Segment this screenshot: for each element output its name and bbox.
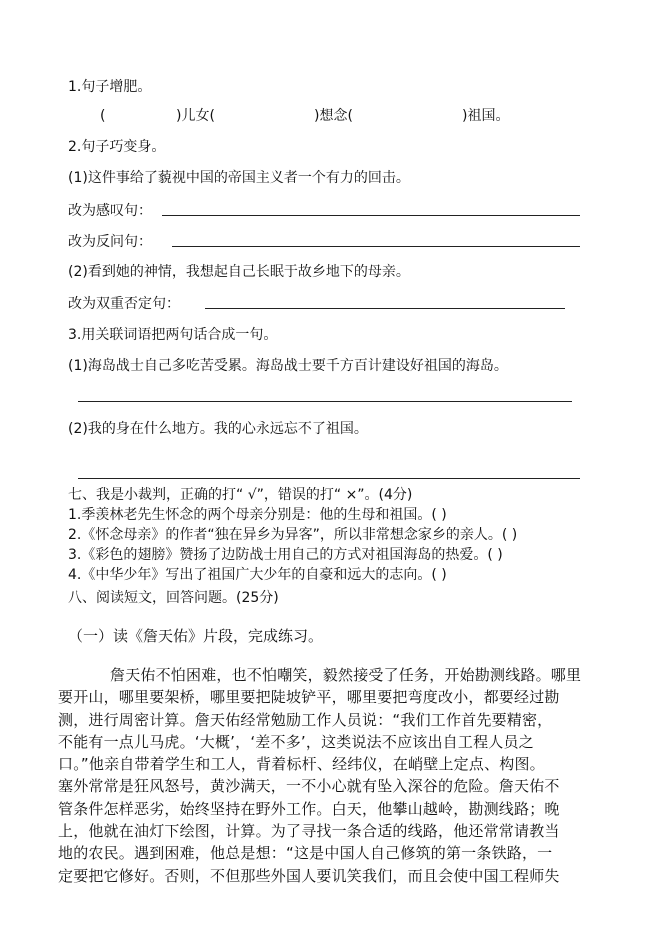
q2-exclaim-answer-line[interactable] <box>162 215 580 216</box>
passage-line: 定要把它修好。否则，不但那些外国人要讥笑我们，而且会使中国工程师失 <box>58 866 560 885</box>
q2-exclaim-label: 改为感叹句： <box>68 203 152 219</box>
passage-line: 地的农民。遇到困难，他总是想：“这是中国人自己修筑的第一条铁路，一 <box>58 844 553 863</box>
reading-passage <box>58 664 600 887</box>
passage-line: 管条件怎样恶劣，始终坚持在野外工作。白天，他攀山越岭，勘测线路；晚 <box>58 799 560 818</box>
sec8-subheading: （一）读《詹天佑》片段，完成练习。 <box>68 627 324 645</box>
q3-answer-line-2[interactable] <box>78 478 580 479</box>
q1-bracket-open: ( <box>100 108 106 124</box>
q3-answer-line-1[interactable] <box>78 401 572 402</box>
passage-line: 要开山，哪里要架桥，哪里要把陡坡铲平，哪里要把弯度改小，都要经过勘 <box>58 688 560 707</box>
passage-line: 詹天佑不怕困难，也不怕嘲笑，毅然接受了任务，开始勘测线路。哪里 <box>110 666 582 684</box>
q2-title: 2.句子巧变身。 <box>68 139 166 155</box>
passage-line: 测，进行周密计算。詹天佑经常勉励工作人员说：“我们工作首先要精密， <box>58 710 553 729</box>
q1-blank-1[interactable] <box>110 107 176 125</box>
passage-line: 上，他就在油灯下绘图，计算。为了寻找一条合适的线路，他还常常请教当 <box>58 822 560 841</box>
sec7-item-4: 4.《中华少年》写出了祖国广大少年的自豪和远大的志向。( ) <box>68 567 447 583</box>
q1-bracket-2: )儿女( <box>176 108 215 124</box>
q3-sentence-2: (2)我的身在什么地方。我的心永远忘不了祖国。 <box>68 421 368 437</box>
q2-double-neg-answer-line[interactable] <box>205 308 565 309</box>
sec7-item-2: 2.《怀念母亲》的作者“独在异乡为异客”，所以非常想念家乡的亲人。( ) <box>68 527 518 543</box>
q2-rhetorical-label: 改为反问句： <box>68 234 152 250</box>
q1-blank-2[interactable] <box>224 107 314 125</box>
q2-sentence-1: (1)这件事给了藐视中国的帝国主义者一个有力的回击。 <box>68 170 410 186</box>
q1-blank-3[interactable] <box>362 107 462 125</box>
sec7-item-3: 3.《彩色的翅膀》赞扬了边防战士用自己的方式对祖国海岛的热爱。( ) <box>68 547 503 563</box>
q1-bracket-3: )想念( <box>314 108 353 124</box>
q3-title: 3.用关联词语把两句话合成一句。 <box>68 327 278 343</box>
q1-bracket-4: )祖国。 <box>462 108 510 124</box>
sec8-heading: 八、阅读短文，回答问题。(25分) <box>68 590 279 606</box>
q2-double-neg-label: 改为双重否定句： <box>68 296 180 312</box>
sec7-heading: 七、我是小裁判，正确的打“ √”，错误的打“ ×”。(4分) <box>68 487 413 503</box>
passage-line: 不能有一点儿马虎。‘大概’，‘差不多’，这类说法不应该出自工程人员之 <box>58 732 534 751</box>
passage-line: 口。”他亲自带着学生和工人，背着标杆、经纬仪，在峭壁上定点、构图。 <box>58 755 545 774</box>
q2-rhetorical-answer-line[interactable] <box>172 246 580 247</box>
q1-title: 1.句子增肥。 <box>68 79 152 95</box>
passage-line: 塞外常常是狂风怒号，黄沙满天，一不小心就有坠入深谷的危险。詹天佑不 <box>58 777 560 796</box>
q3-sentence-1: (1)海岛战士自己多吃苦受累。海岛战士要千方百计建设好祖国的海岛。 <box>68 358 508 374</box>
q2-sentence-2: (2)看到她的神情，我想起自己长眠于故乡地下的母亲。 <box>68 264 410 280</box>
sec7-item-1: 1.季羡林老先生怀念的两个母亲分别是：他的生母和祖国。( ) <box>68 507 447 523</box>
